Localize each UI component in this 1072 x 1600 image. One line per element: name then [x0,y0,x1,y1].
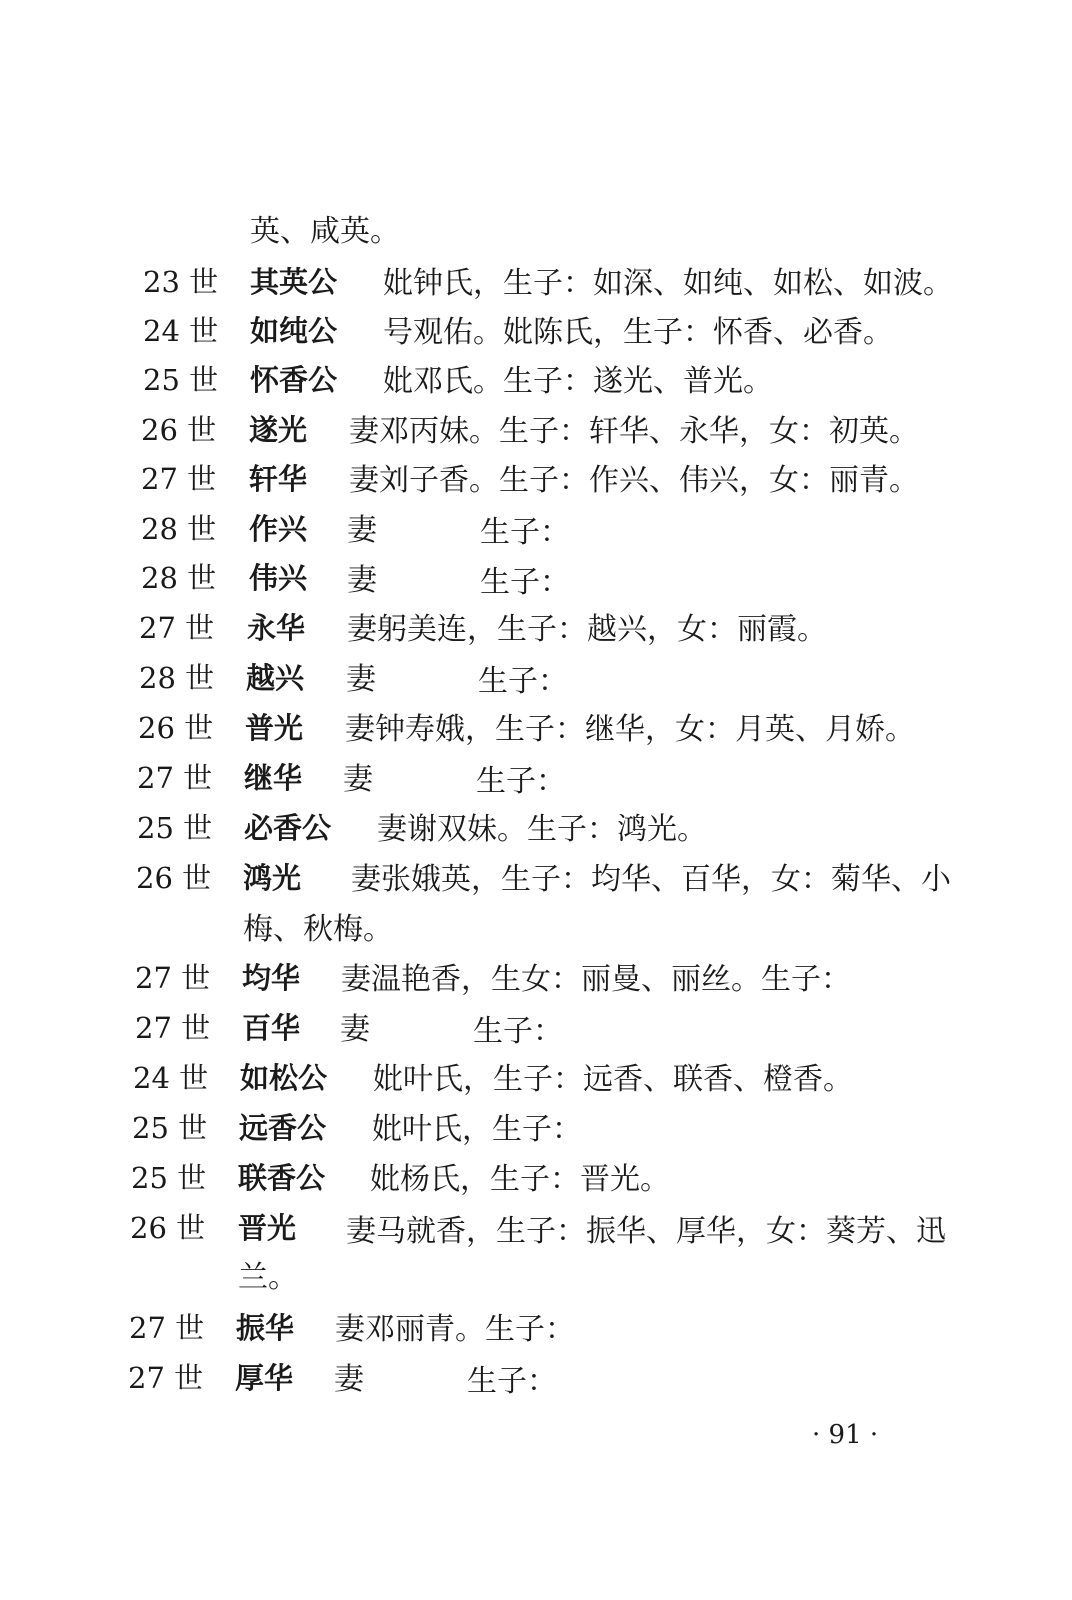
generation-label: 27 世 [129,1311,205,1345]
person-description: 妻躬美连，生子：越兴，女：丽霞。 [347,612,827,647]
generation-label: 24 世 [143,314,219,348]
person-description: 妣叶氏，生子： [372,1112,582,1147]
person-name: 晋光 [238,1211,297,1245]
generation-label: 28 世 [141,512,217,546]
generation-label: 26 世 [136,861,212,895]
person-description: 妣钟氏，生子：如深、如纯、如松、如波。 [383,266,953,301]
person-description: 妻邓丙妹。生子：轩华、永华，女：初英。 [349,414,919,449]
person-name: 联香公 [238,1161,326,1195]
generation-label: 27 世 [137,761,213,795]
generation-label: 25 世 [131,1161,207,1195]
children-label: 生子： [480,565,570,600]
person-name: 厚华 [235,1361,294,1395]
spouse-label: 妻 [347,513,377,548]
person-name: 必香公 [244,811,332,845]
person-description: 妻刘子香。生子：作兴、伟兴，女：丽青。 [349,463,919,498]
generation-label: 27 世 [135,961,211,995]
generation-label: 25 世 [132,1111,208,1145]
person-name: 如纯公 [250,314,338,348]
description-continuation: 兰。 [238,1260,298,1295]
generation-label: 28 世 [139,661,215,695]
person-name: 怀香公 [250,363,338,397]
person-name: 其英公 [250,265,338,299]
person-name: 振华 [236,1311,295,1345]
generation-label: 27 世 [128,1361,204,1395]
generation-label: 27 世 [139,611,215,645]
generation-label: 26 世 [141,413,217,447]
person-description: 妣叶氏，生子：远香、联香、橙香。 [373,1062,853,1097]
continuation-line: 英、咸英。 [250,214,400,249]
generation-label: 24 世 [133,1061,209,1095]
person-name: 普光 [245,711,304,745]
person-name: 均华 [242,961,301,995]
generation-label: 25 世 [137,811,213,845]
children-label: 生子： [476,764,566,799]
generation-label: 28 世 [141,561,217,595]
generation-label: 26 世 [138,711,214,745]
children-label: 生子： [473,1014,563,1049]
generation-label: 26 世 [130,1211,206,1245]
spouse-label: 妻 [340,1012,370,1047]
spouse-label: 妻 [346,662,376,697]
person-name: 鸿光 [243,861,302,895]
children-label: 生子： [480,515,570,550]
person-name: 永华 [247,611,306,645]
person-description: 妻钟寿娥，生子：继华，女：月英、月娇。 [345,712,915,747]
person-name: 遂光 [249,413,308,447]
person-name: 轩华 [249,462,308,496]
person-name: 继华 [244,761,303,795]
person-name: 伟兴 [249,561,308,595]
generation-label: 27 世 [141,462,217,496]
person-name: 百华 [242,1011,301,1045]
person-description: 妻谢双妹。生子：鸿光。 [377,812,707,847]
description-continuation: 梅、秋梅。 [243,912,393,947]
person-name: 如松公 [240,1061,328,1095]
person-description: 妣邓氏。生子：遂光、普光。 [383,364,773,399]
children-label: 生子： [478,664,568,699]
generation-label: 23 世 [143,265,219,299]
person-name: 远香公 [239,1111,327,1145]
children-label: 生子： [467,1364,557,1399]
generation-label: 25 世 [143,363,219,397]
spouse-label: 妻 [343,762,373,797]
spouse-label: 妻 [334,1362,364,1397]
person-description: 妻邓丽青。生子： [335,1312,575,1347]
generation-label: 27 世 [135,1011,211,1045]
person-description: 妣杨氏，生子：晋光。 [370,1162,670,1197]
person-description: 号观佑。妣陈氏，生子：怀香、必香。 [383,315,893,350]
page-number: · 91 · [812,1420,879,1450]
person-name: 作兴 [249,512,308,546]
person-description: 妻温艳香，生女：丽曼、丽丝。生子： [341,962,851,997]
person-name: 越兴 [246,661,305,695]
spouse-label: 妻 [347,563,377,598]
person-description: 妻张娥英，生子：均华、百华，女：菊华、小 [351,862,951,897]
person-description: 妻马就香，生子：振华、厚华，女：葵芳、迅 [346,1214,946,1249]
